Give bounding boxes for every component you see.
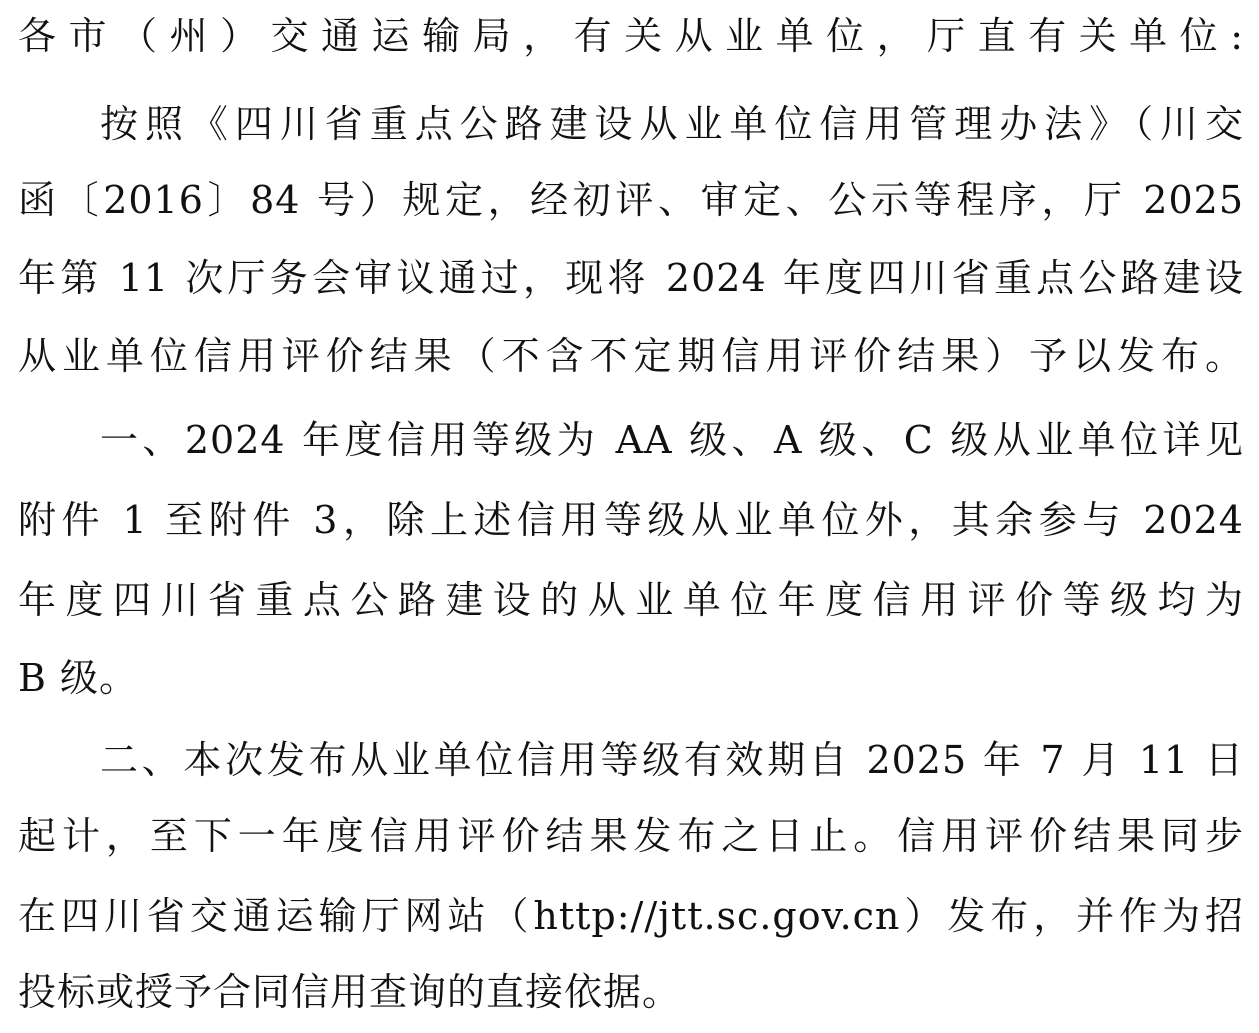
paragraph-line: 一、2024 年度信用等级为 AA 级、A 级、C 级从业单位详见 — [100, 418, 1244, 462]
paragraph-line: 函〔2016〕84 号）规定，经初评、审定、公示等程序，厅 2025 — [18, 178, 1244, 222]
paragraph-line: B 级。 — [18, 656, 139, 700]
paragraph-line: 起计，至下一年度信用评价结果发布之日止。信用评价结果同步 — [18, 814, 1244, 858]
paragraph-line: 在四川省交通运输厅网站（http://jtt.sc.gov.cn）发布，并作为招 — [18, 894, 1244, 938]
paragraph-line: 年度四川省重点公路建设的从业单位年度信用评价等级均为 — [18, 578, 1244, 622]
paragraph-line: 年第 11 次厅务会审议通过，现将 2024 年度四川省重点公路建设 — [18, 256, 1244, 300]
paragraph-line: 从业单位信用评价结果（不含不定期信用评价结果）予以发布。 — [18, 334, 1244, 378]
paragraph-line: 二、本次发布从业单位信用等级有效期自 2025 年 7 月 11 日 — [100, 738, 1244, 782]
paragraph-line: 投标或授予合同信用查询的直接依据。 — [18, 970, 682, 1014]
paragraph-line: 按照《四川省重点公路建设从业单位信用管理办法》（川交 — [100, 102, 1244, 146]
salutation: 各市（州）交通运输局，有关从业单位，厅直有关单位: — [18, 14, 1244, 58]
paragraph-line: 附件 1 至附件 3，除上述信用等级从业单位外，其余参与 2024 — [18, 498, 1244, 542]
